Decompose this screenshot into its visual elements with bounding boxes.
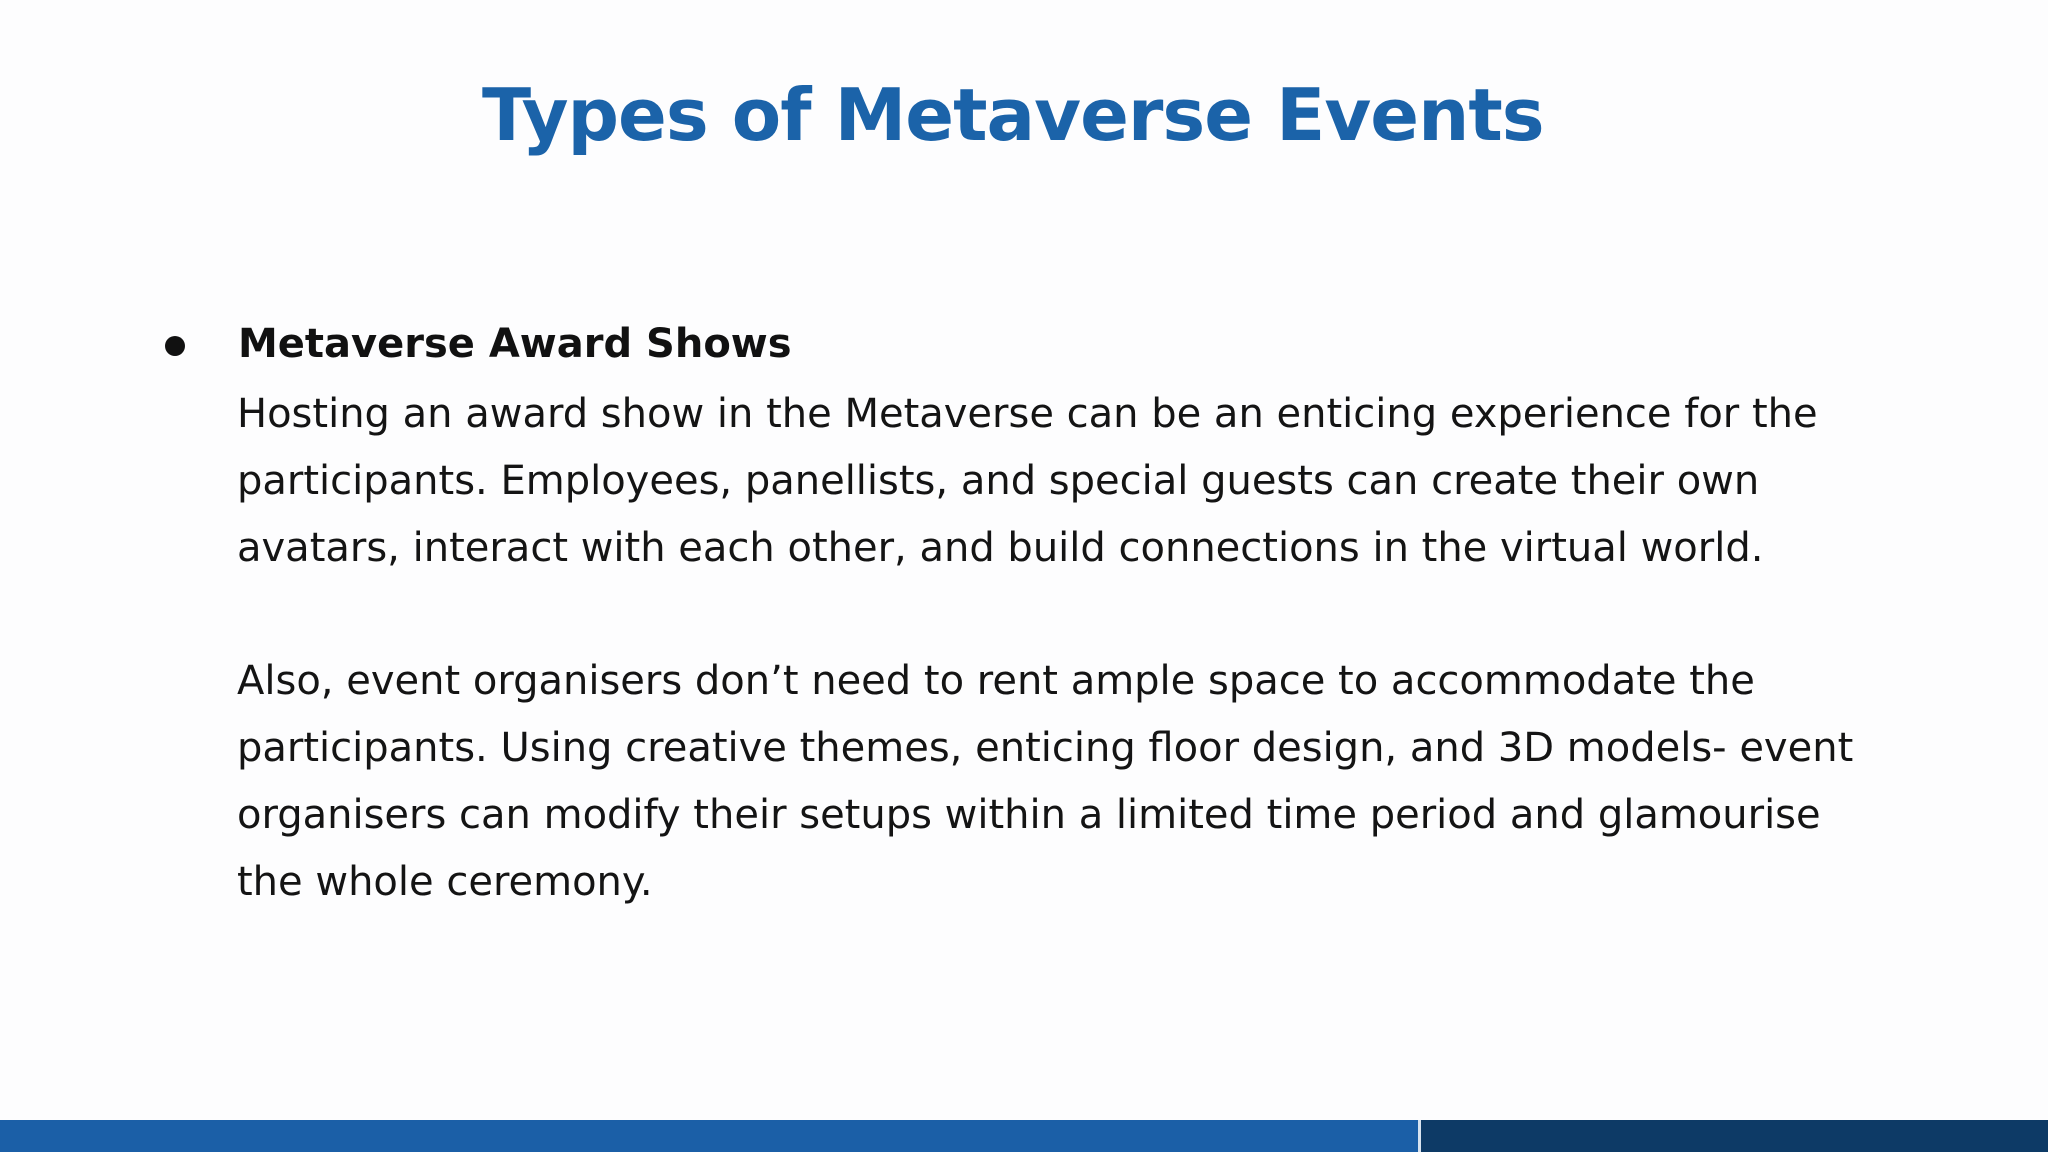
footer-bar-right [1420,1120,2048,1152]
slide-content [0,312,2048,916]
paragraph-1-line: Hosting an award show in the Metaverse can be an enticing experience for the [237,391,1818,437]
paragraph-1-line: avatars, interact with each other, and build connections in the virtual world. [237,525,1764,571]
paragraph-2-line: Also, event organisers don’t need to rent ample space to accommodate the [237,658,1755,704]
paragraph-1 [237,381,1937,582]
slide-title: Types of Metaverse Events [482,73,1544,157]
footer-bar-left [0,1120,1420,1152]
bullet-item [0,312,2048,376]
paragraph-2-line: participants. Using creative themes, enticing floor design, and 3D models- event [237,725,1854,771]
paragraph-1-line: participants. Employees, panellists, and special guests can create their own [237,458,1760,504]
footer-divider [1418,1120,1421,1152]
bullet-heading: Metaverse Award Shows [238,321,792,367]
paragraph-2 [237,648,1937,916]
bullet-marker-icon [165,336,185,356]
paragraph-2-line: the whole ceremony. [237,859,653,905]
paragraph-2-line: organisers can modify their setups within a limited time period and glamourise [237,792,1821,838]
